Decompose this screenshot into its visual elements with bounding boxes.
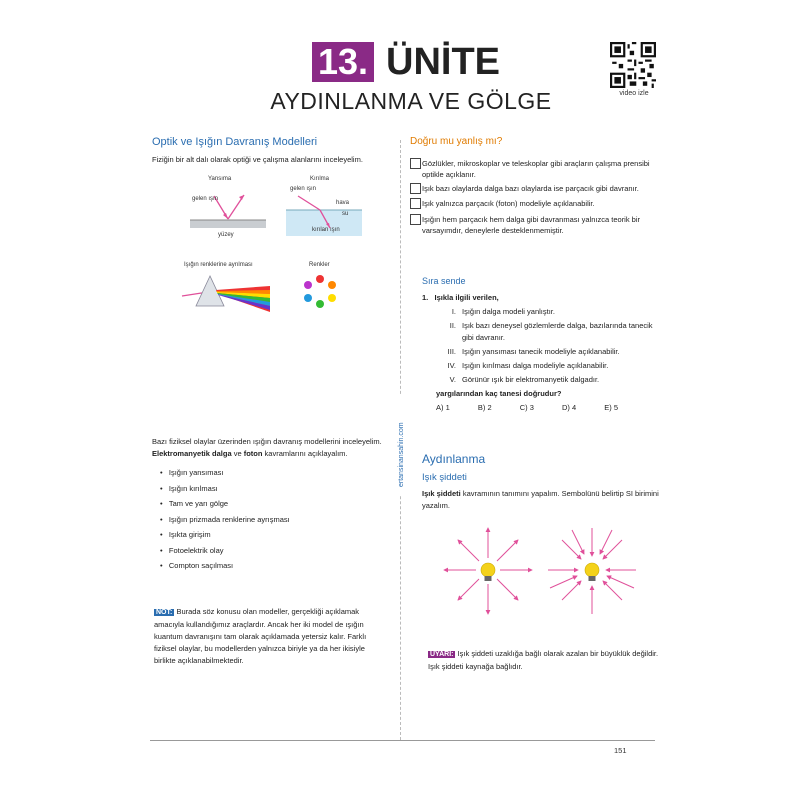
checkbox-3[interactable]: [410, 198, 421, 209]
note-text: Burada söz konusu olan modeller, gerçekliği açıklamak amacıyla kullandığımız araçlardır. Ancak her iki model de ışığın kuantum davranışını tam olarak açıklamada yetersiz kalır. Farklı fiziksel olaylar, bu modellerden yalnızca biriyle ya da her ikisiyle birlikte açıklanabilmektedir.: [154, 607, 367, 665]
choice-b[interactable]: B) 2: [477, 403, 492, 412]
list-item: • Işığın kırılması: [160, 483, 218, 493]
section2-intro: Bazı fiziksel olaylar üzerinden ışığın davranış modellerini inceleyelim. Elektromanyetik dalga ve foton kavramlarını açıklayalım.: [152, 437, 382, 458]
true-false-title: Doğru mu yanlış mı?: [410, 136, 503, 147]
statement: II. Işık bazı deneysel gözlemlerde dalga, bazılarında tanecik gibi davranır.: [449, 321, 653, 342]
section-intro-optics: Fiziğin bir alt dalı olarak optiği ve çalışma alanlarını inceleyelim.: [152, 155, 363, 164]
question-stem: 1. Işıkla ilgili verilen,: [422, 293, 499, 302]
prism-dispersion-figure: [180, 272, 272, 312]
checkbox-1[interactable]: [410, 158, 421, 169]
true-false-item: Işık yalnızca parçacık (foton) modeliyle açıklanabilir.: [422, 199, 595, 208]
your-turn-title: Sıra sende: [422, 276, 466, 286]
fig-dispersion-title: Işığın renklerine ayrılması: [184, 262, 253, 268]
statement: IV. Işığın kırılması dalga modeliyle açıklanabilir.: [447, 361, 609, 370]
statement: I. Işığın dalga modeli yanlıştır.: [451, 307, 555, 316]
color-wheel-figure: [298, 274, 342, 308]
list-item: • Compton saçılması: [160, 561, 234, 570]
fig-reflection-title: Yansıma: [208, 176, 232, 182]
illumination-subtitle: Işık şiddeti: [422, 472, 467, 483]
watermark: [395, 395, 407, 495]
phenomena-list: [160, 468, 290, 577]
fig-refraction-water: su: [342, 211, 349, 217]
section-title-optics: Optik ve Işığın Davranış Modelleri: [152, 136, 318, 148]
fig-refraction-refracted: kırılan ışın: [312, 227, 340, 233]
qr-label: video izle: [619, 90, 649, 97]
choice-a[interactable]: A) 1: [436, 403, 450, 412]
list-item: • Işıkta girişim: [160, 530, 211, 539]
statement: III. Işığın yansıması tanecik modeliyle açıklanabilir.: [447, 347, 620, 356]
choice-d[interactable]: D) 4: [561, 403, 577, 412]
fig-refraction-title: Kırılma: [310, 176, 330, 182]
true-false-item: Işığın hem parçacık hem dalga gibi davranması yalnızca teorik bir varsayımdır, deneylerle desteklenmemiştir.: [422, 215, 641, 235]
answer-choices: [436, 402, 644, 414]
illumination-text: Işık şiddeti kavramının tanımını yapalım. Sembolünü belirtip SI birimini yazalım.: [422, 489, 659, 510]
unit-word: ÜNİTE: [386, 41, 500, 83]
fig-refraction-air: hava: [336, 200, 350, 206]
fig-reflection-incoming: gelen ışın: [192, 196, 219, 202]
choice-e[interactable]: E) 5: [604, 403, 619, 412]
note-tag: NOT:: [156, 609, 173, 616]
warning-tag: UYARI:: [430, 651, 454, 658]
true-false-item: Işık bazı olaylarda dalga bazı olaylarda ise parçacık gibi davranır.: [422, 184, 639, 193]
list-item: • Işığın yansıması: [160, 468, 224, 477]
list-item: • Işığın prizmada renklerine ayrışması: [160, 514, 290, 524]
statement: V. Görünür ışık bir elektromanyetik dalgadır.: [449, 375, 600, 384]
list-item: • Fotoelektrik olay: [160, 545, 224, 555]
fig-reflection-surface: yüzey: [218, 232, 234, 238]
checkbox-2[interactable]: [410, 183, 421, 194]
footer-rule: [150, 740, 655, 741]
warning-box: [428, 648, 660, 673]
page-number: 151: [614, 746, 627, 755]
warning-text: Işık şiddeti uzaklığa bağlı olarak azalan bir büyüklük değildir. Işık şiddeti kaynağa bağlıdır.: [428, 649, 659, 671]
checkbox-4[interactable]: [410, 214, 421, 225]
illumination-title: Aydınlanma: [422, 452, 486, 466]
light-intensity-figure: [434, 520, 654, 620]
qr-code-icon[interactable]: [610, 42, 656, 88]
list-item: • Tam ve yarı gölge: [160, 499, 229, 508]
fig-colors-title: Renkler: [309, 262, 330, 268]
question-end: yargılarından kaç tanesi doğrudur?: [436, 389, 562, 398]
choice-c[interactable]: C) 3: [519, 403, 534, 412]
true-false-item: Gözlükler, mikroskoplar ve teleskoplar gibi araçların çalışma prensibi optikle açıklanır.: [422, 159, 650, 179]
unit-title: AYDINLANMA VE GÖLGE: [270, 88, 552, 114]
unit-number: 13.: [312, 42, 374, 82]
bulb-left: [444, 528, 532, 614]
note-box: [154, 606, 384, 667]
bulb-right: [548, 528, 636, 614]
statement-list: [440, 306, 660, 386]
watermark-text: ertansinansahin.com: [398, 422, 405, 487]
fig-refraction-incoming: gelen ışın: [290, 186, 317, 192]
